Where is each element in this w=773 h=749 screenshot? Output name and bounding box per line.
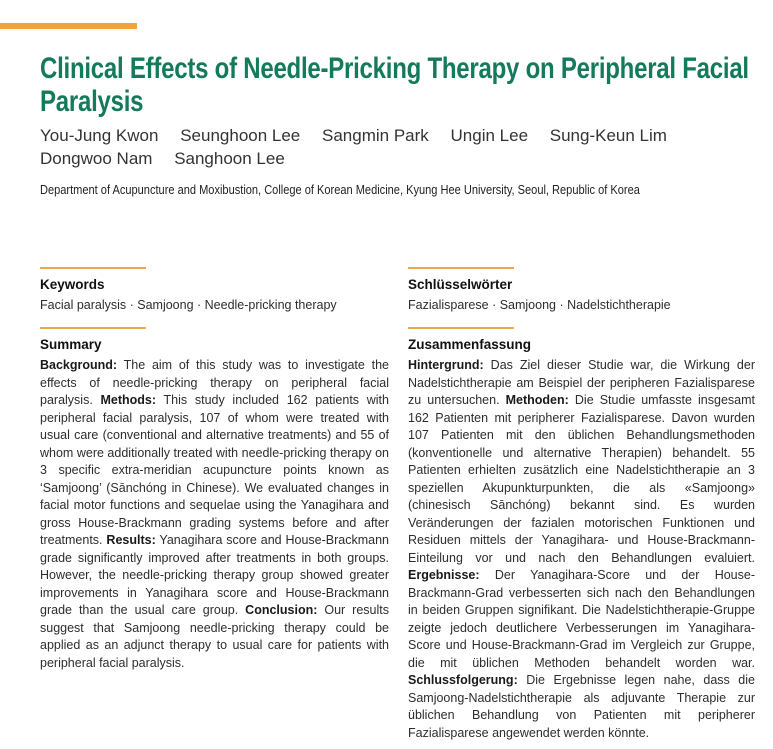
abstract-columns	[40, 267, 773, 742]
schluesselwoerter-rule	[408, 267, 514, 269]
summary-heading: Summary	[40, 337, 102, 352]
author-name: Ungin Lee	[450, 126, 529, 145]
zusammenfassung-ergebnisse-text: Der Yanagihara-Score und der House-Brackmann-Grad verbesserten sich nach den Behandlungen in beiden Gruppen signifikant. Die Nadelstichtherapie-Gruppe zeigte jedoch deutlichere Verbesserungen im Yanagihara-Score und House-Brackmann-Grad im Vergleich zur Gruppe, die mit üblichen Methoden behandelt worden war.	[408, 568, 755, 670]
german-column	[408, 267, 755, 742]
affiliation: Department of Acupuncture and Moxibustion, College of Korean Medicine, Kyung Hee University, Seoul, Republic of Korea	[40, 182, 640, 197]
english-column	[40, 267, 389, 742]
author-name: Seunghoon Lee	[180, 126, 301, 145]
summary-label-methods: Methods:	[100, 393, 157, 407]
schluesselwoerter-heading: Schlüsselwörter	[408, 277, 513, 292]
summary-results-text: Yanagihara score and House-Brackmann grade significantly improved after treatments in both groups. However, the needle-pricking therapy group showed greater improvements in Yanagihara score and House-Brackmann grade than the usual care group.	[40, 533, 390, 617]
zusammenfassung-label-ergebnisse: Ergebnisse:	[408, 568, 480, 582]
schluesselwoerter-text: Fazialisparese · Samjoong · Nadelstichtherapie	[408, 298, 671, 312]
summary-conclusion-text: Our results suggest that Samjoong needle-pricking therapy could be applied as an adjunct therapy to usual care for patients with peripheral facial paralysis.	[40, 603, 389, 670]
author-name: Sanghoon Lee	[174, 149, 285, 168]
zusammenfassung-label-hintergrund: Hintergrund:	[408, 358, 484, 372]
zusammenfassung-label-schlussfolgerung: Schlussfolgerung:	[408, 673, 518, 687]
keywords-text: Facial paralysis · Samjoong · Needle-pricking therapy	[40, 298, 337, 312]
summary-text	[40, 357, 389, 672]
author-name: You-Jung Kwon	[40, 126, 159, 145]
author-name: Sangmin Park	[322, 126, 429, 145]
zusammenfassung-text	[408, 357, 755, 742]
zusammenfassung-schlussfolgerung-text: Die Ergebnisse legen nahe, dass die Samjoong-Nadelstichtherapie als adjuvante Therapie zur üblichen Behandlung von Patienten mit peripherer Fazialisparese angewendet werden könnte.	[408, 673, 755, 740]
summary-rule	[40, 327, 146, 329]
zusammenfassung-methoden-text: Die Studie umfasste insgesamt 162 Patienten mit peripherer Fazialisparese. Davon wurden 107 Patienten mit den üblichen Behandlungsmethoden (konventionelle und alternative Therapien) behandelt. 55 Patienten erhielten zusätzlich eine Nadelstichtherapie an 3 speziellen Akupunkturpunkten, die als «Samjoong» (chinesisch Sānchóng) bekannt sind. Es wurden Veränderungen der fazialen motorischen Funktionen und Residuen mittels der Yanagihara- und House-Brackmann-Einteilung vor und nach den Behandlungen evaluiert.	[408, 393, 755, 565]
article-title: Clinical Effects of Needle-Pricking Therapy on Peripheral Facial Paralysis	[40, 52, 749, 118]
author-list	[40, 124, 720, 170]
author-name: Dongwoo Nam	[40, 149, 153, 168]
zusammenfassung-hintergrund-text: Das Ziel dieser Studie war, die Wirkung der Nadelstichtherapie am Beispiel der peripheren Fazialisparese zu untersuchen.	[408, 358, 755, 407]
keywords-rule	[40, 267, 146, 269]
zusammenfassung-rule	[408, 327, 514, 329]
accent-bar	[0, 23, 137, 29]
summary-label-background: Background:	[40, 358, 118, 372]
zusammenfassung-label-methoden: Methoden:	[505, 393, 569, 407]
zusammenfassung-heading: Zusammenfassung	[408, 337, 532, 352]
summary-label-results: Results:	[106, 533, 156, 547]
keywords-heading: Keywords	[40, 277, 105, 292]
summary-background-text: The aim of this study was to investigate the effects of needle-pricking therapy on peripheral facial paralysis.	[40, 358, 389, 407]
summary-methods-text: This study included 162 patients with peripheral facial paralysis, 107 of whom were treated with usual care (conventional and alternative treatments) and 55 of whom were additionally treated with needle-pricking therapy on 3 specific extra-meridian acupuncture points known as ‘Samjoong’ (Sānchóng in Chinese). We evaluated changes in facial motor functions and sequelae using the Yanagihara and gross House-Brackmann grading systems before and after treatments.	[40, 393, 389, 547]
summary-label-conclusion: Conclusion:	[245, 603, 318, 617]
author-name: Sung-Keun Lim	[549, 126, 667, 145]
